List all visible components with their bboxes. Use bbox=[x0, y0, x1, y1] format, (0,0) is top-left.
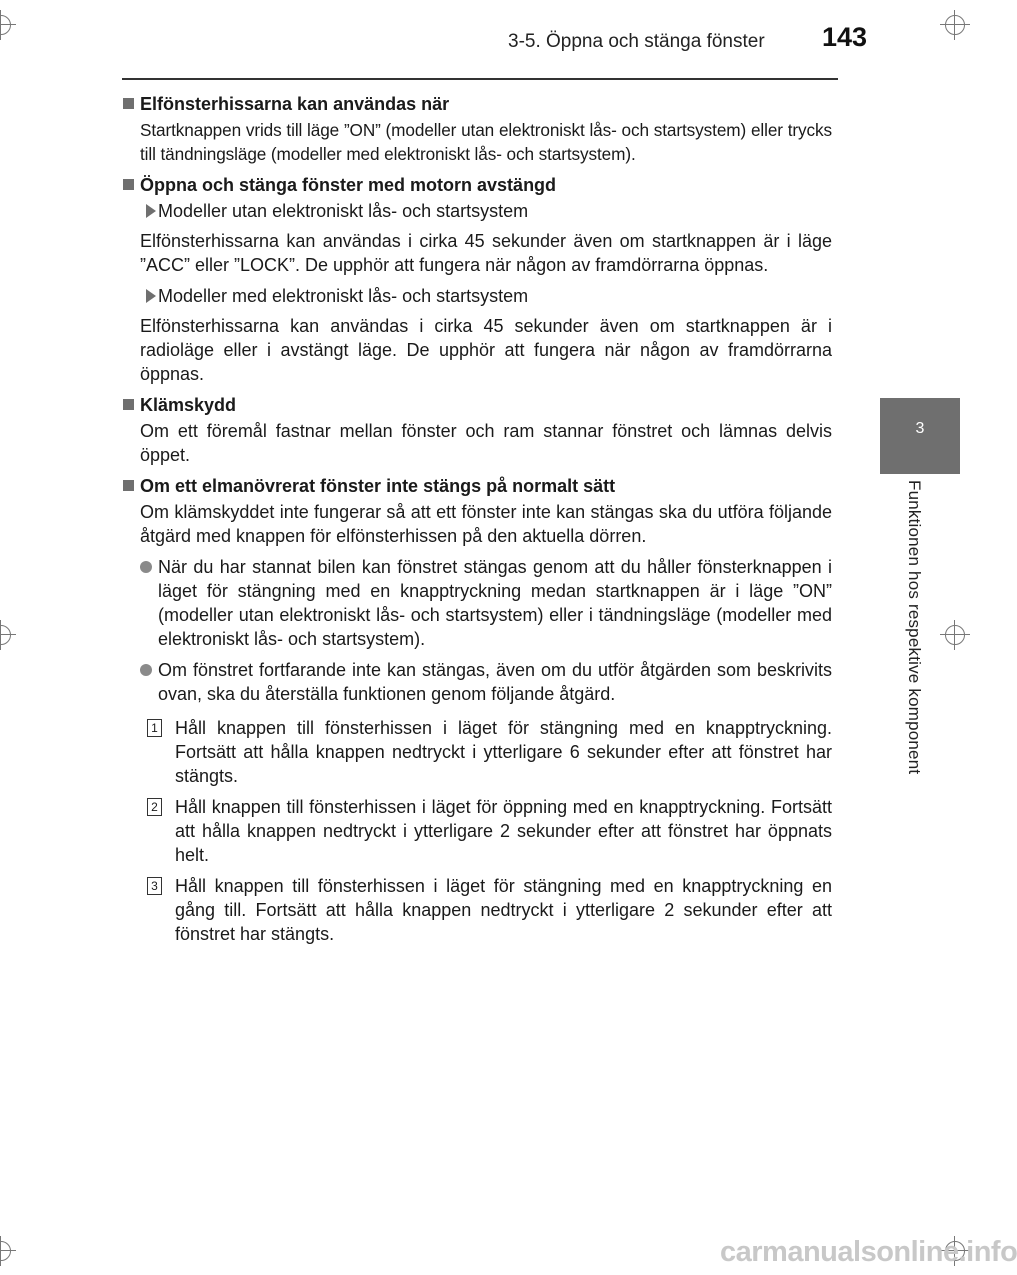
step-number-badge: 3 bbox=[147, 877, 162, 895]
section-heading bbox=[122, 393, 832, 417]
registration-mark-bottom-left bbox=[0, 1236, 16, 1266]
step-item bbox=[151, 716, 832, 788]
paragraph: Elfönsterhissarna kan användas i cirka 45 sekunder även om startknappen är i läge ”ACC” eller ”LOCK”. De upphör att fungera när någon av framdörrarna öppnas. bbox=[140, 231, 832, 275]
section-heading bbox=[122, 92, 832, 116]
paragraph: Startknappen vrids till läge ”ON” (modeller utan elektroniskt lås- och startsystem) eller trycks till tändningsläge (modeller med elektroniskt lås- och startsystem). bbox=[140, 120, 832, 164]
list-item-text: När du har stannat bilen kan fönstret stängas genom att du håller fönsterknappen i läget för stängning med en knapptryckning medan startknappen är i läge ”ON” (modeller utan elektroniskt lås- och startsystem) eller i tändningsläge (modeller med elektroniskt lås- och startsystem). bbox=[158, 557, 832, 649]
page-number: 143 bbox=[822, 22, 868, 52]
chapter-number: 3 bbox=[915, 420, 925, 437]
square-bullet-icon bbox=[123, 480, 134, 491]
paragraph: Om ett föremål fastnar mellan fönster och ram stannar fönstret och lämnas delvis öppet. bbox=[140, 421, 832, 465]
square-bullet-icon bbox=[123, 179, 134, 190]
section-heading bbox=[122, 173, 832, 197]
step-number-badge: 1 bbox=[147, 719, 162, 737]
step-item bbox=[151, 795, 832, 867]
watermark: carmanualsonline.info bbox=[720, 1236, 1017, 1268]
circle-bullet-icon bbox=[140, 561, 152, 573]
paragraph: Om klämskyddet inte fungerar så att ett fönster inte kan stängas ska du utföra följande åtgärd med knappen för elfönsterhissen på den aktuella dörren. bbox=[140, 502, 832, 546]
chapter-label: Funktionen hos respektive komponent bbox=[905, 480, 924, 775]
triangle-arrow-icon bbox=[146, 289, 156, 303]
list-item-text: Om fönstret fortfarande inte kan stängas, även om du utför åtgärden som beskrivits ovan, ska du återställa funktionen genom följande åtgärd. bbox=[158, 660, 832, 704]
registration-mark-mid-right bbox=[940, 620, 970, 650]
subheading-text: Modeller med elektroniskt lås- och startsystem bbox=[158, 286, 529, 306]
model-subheading bbox=[140, 199, 832, 223]
step-item bbox=[151, 874, 832, 946]
main-content bbox=[122, 92, 832, 953]
list-item bbox=[140, 658, 832, 706]
subheading-text: Modeller utan elektroniskt lås- och startsystem bbox=[158, 201, 529, 221]
step-text: Håll knappen till fönsterhissen i läget för öppning med en knapptryckning. Fortsätt att hålla knappen nedtryckt i ytterligare 2 sekunder efter att fönstret har öppnats helt. bbox=[175, 797, 832, 865]
heading-text: Om ett elmanövrerat fönster inte stängs på normalt sätt bbox=[140, 476, 616, 496]
section-heading bbox=[122, 474, 832, 498]
header-divider bbox=[122, 78, 838, 80]
page-header bbox=[0, 0, 960, 80]
heading-text: Klämskydd bbox=[140, 395, 237, 415]
triangle-arrow-icon bbox=[146, 204, 156, 218]
step-text: Håll knappen till fönsterhissen i läget för stängning med en knapptryckning. Fortsätt att hålla knappen nedtryckt i ytterligare 6 sekunder efter att fönstret har stängts. bbox=[175, 718, 832, 786]
chapter-tab bbox=[880, 398, 960, 474]
circle-bullet-icon bbox=[140, 664, 152, 676]
heading-text: Öppna och stänga fönster med motorn avstängd bbox=[140, 175, 557, 195]
square-bullet-icon bbox=[123, 399, 134, 410]
square-bullet-icon bbox=[123, 98, 134, 109]
step-text: Håll knappen till fönsterhissen i läget för stängning med en knapptryckning en gång till. Fortsätt att hålla knappen nedtryckt i ytterligare 2 sekunder efter att fönstret har stängts. bbox=[175, 876, 832, 944]
list-item bbox=[140, 555, 832, 651]
step-number-badge: 2 bbox=[147, 798, 162, 816]
model-subheading bbox=[140, 284, 832, 308]
paragraph: Elfönsterhissarna kan användas i cirka 45 sekunder även om startknappen är i radioläge eller i avstängt läge. De upphör att fungera när någon av framdörrarna öppnas. bbox=[140, 316, 832, 384]
registration-mark-mid-left bbox=[0, 620, 16, 650]
heading-text: Elfönsterhissarna kan användas när bbox=[140, 94, 450, 114]
section-title: 3-5. Öppna och stänga fönster bbox=[508, 31, 765, 52]
